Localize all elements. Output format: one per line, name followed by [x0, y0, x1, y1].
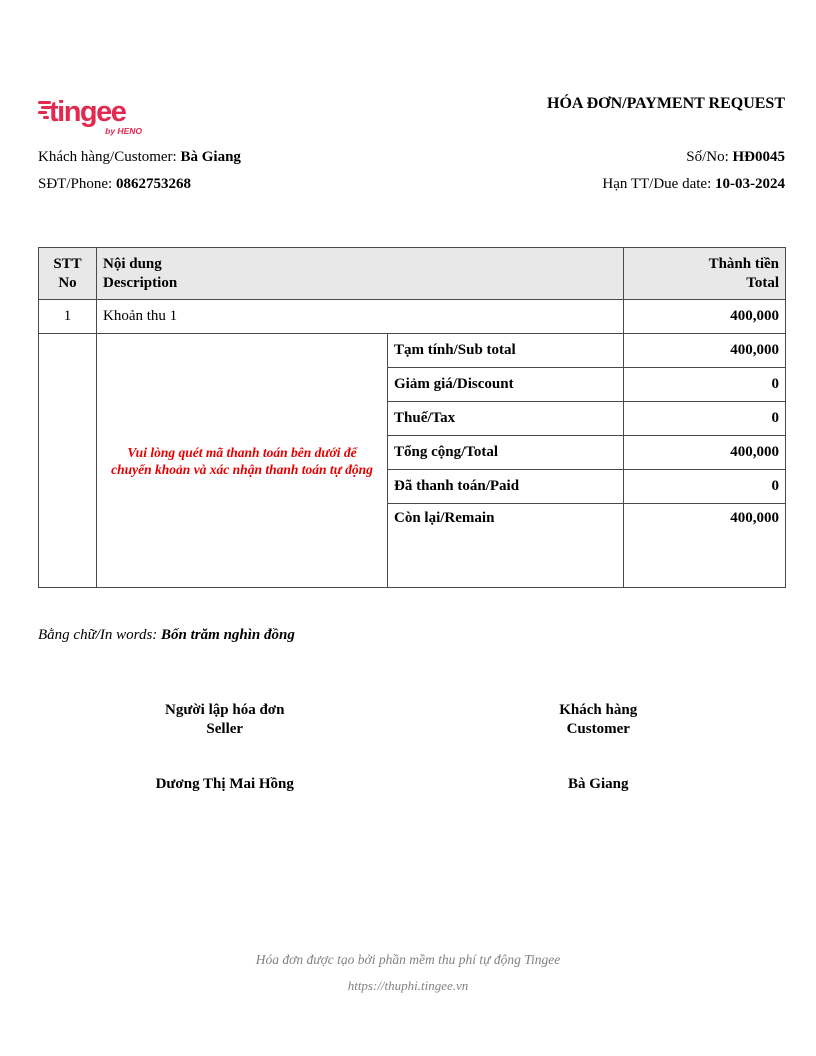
- phone-label: SĐT/Phone:: [38, 176, 113, 192]
- customer-line: [38, 146, 241, 168]
- summary-value: 400,000: [624, 504, 786, 588]
- due-date-label: Hạn TT/Due date:: [602, 176, 712, 192]
- due-date-line: [602, 173, 785, 195]
- document-title: HÓA ĐƠN/PAYMENT REQUEST: [547, 95, 785, 112]
- customer-subtitle: Customer: [566, 721, 630, 737]
- item-stt: 1: [39, 300, 97, 334]
- summary-label: Tạm tính/Sub total: [388, 334, 624, 368]
- info-row-2: [38, 173, 785, 195]
- summary-value: 400,000: [624, 334, 786, 368]
- summary-value: 0: [624, 402, 786, 436]
- page-header: [38, 90, 785, 138]
- seller-name: Dương Thị Mai Hồng: [155, 776, 294, 792]
- invoice-no-value: HĐ0045: [732, 149, 785, 165]
- table-row: [39, 300, 786, 334]
- due-date-value: 10-03-2024: [715, 176, 785, 192]
- summary-label: Giảm giá/Discount: [388, 368, 624, 402]
- invoice-no-line: [686, 146, 785, 168]
- summary-label: Đã thanh toán/Paid: [388, 470, 624, 504]
- summary-label: Thuế/Tax: [388, 402, 624, 436]
- invoice-table: [38, 247, 786, 588]
- customer-signature-block: [412, 701, 786, 793]
- summary-value: 0: [624, 470, 786, 504]
- customer-value: Bà Giang: [180, 149, 241, 165]
- summary-value: 0: [624, 368, 786, 402]
- summary-row: [39, 334, 786, 368]
- item-total: 400,000: [624, 300, 786, 334]
- payment-note-cell: [97, 334, 388, 588]
- customer-title: Khách hàng: [559, 702, 638, 718]
- seller-subtitle: Seller: [206, 721, 244, 737]
- summary-label: Tổng cộng/Total: [388, 436, 624, 470]
- logo-byline-text: by HENO: [105, 126, 142, 136]
- in-words-label: Bằng chữ/In words:: [38, 627, 158, 643]
- table-header-row: [39, 248, 786, 300]
- logo-brand-text: tingee: [49, 96, 126, 128]
- col-header-description: Nội dung Description: [97, 248, 624, 300]
- summary-label: Còn lại/Remain: [388, 504, 624, 588]
- tingee-logo-icon: [38, 90, 146, 138]
- signature-section: [38, 701, 785, 793]
- customer-label: Khách hàng/Customer:: [38, 149, 177, 165]
- info-row-1: [38, 146, 785, 168]
- footer-url: https://thuphi.tingee.vn: [347, 978, 469, 993]
- footer-generated-by: Hóa đơn được tạo bởi phần mềm thu phí tự động Tingee: [255, 952, 561, 967]
- col-header-total: Thành tiền Total: [624, 248, 786, 300]
- payment-note: Vui lòng quét mã thanh toán bên dưới để chuyển khoản và xác nhận thanh toán tự động: [111, 444, 373, 477]
- phone-line: [38, 173, 191, 195]
- invoice-no-label: Số/No:: [686, 149, 729, 165]
- summary-value: 400,000: [624, 436, 786, 470]
- item-description: Khoản thu 1: [97, 300, 624, 334]
- tingee-logo: [38, 90, 146, 138]
- customer-name: Bà Giang: [568, 776, 629, 792]
- amount-in-words: [38, 624, 785, 646]
- empty-stt-cell: [39, 334, 97, 588]
- seller-title: Người lập hóa đơn: [165, 702, 285, 718]
- in-words-value: Bốn trăm nghìn đồng: [161, 627, 295, 643]
- col-header-stt: STT No: [39, 248, 97, 300]
- phone-value: 0862753268: [115, 176, 191, 192]
- seller-signature-block: [38, 701, 412, 793]
- page-footer: [0, 952, 816, 994]
